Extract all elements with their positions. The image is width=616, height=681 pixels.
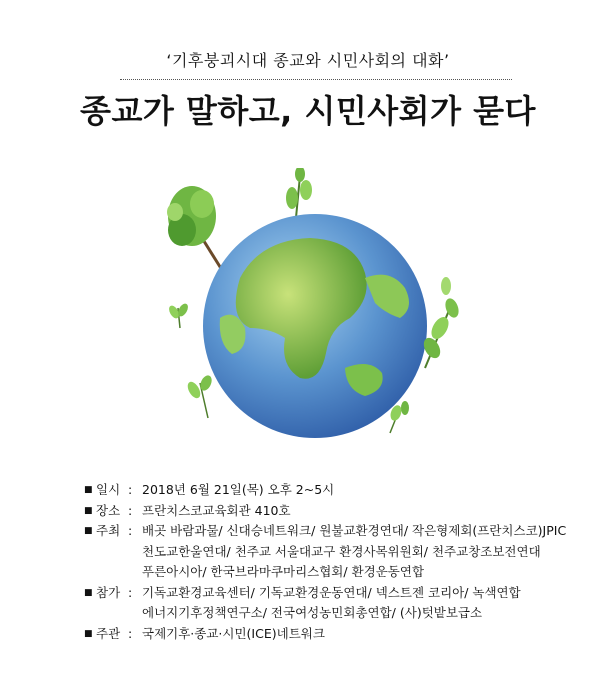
detail-value-line: 에너지기후정책연구소/ 전국여성농민회총연합/ (사)텃밭보급소 xyxy=(142,605,483,620)
detail-value xyxy=(142,480,604,501)
detail-label: 참가 xyxy=(96,584,121,600)
detail-row-date xyxy=(84,480,604,501)
bullet-icon: ■ xyxy=(84,485,93,495)
detail-separator: : xyxy=(128,625,133,641)
detail-separator: : xyxy=(128,482,133,497)
detail-value-line: 2018년 6월 21일(목) 오후 2~5시 xyxy=(142,482,335,497)
detail-row-host xyxy=(84,521,604,583)
detail-label: 일시 xyxy=(96,482,121,497)
detail-value-line: 국제기후·종교·시민(ICE)네트워크 xyxy=(142,625,325,641)
bullet-icon: ■ xyxy=(84,526,93,536)
detail-value-line: 배곳 바람과물/ 신대승네트워크/ 원불교환경연대/ 작은형제회(프란치스코)JPIC xyxy=(142,523,567,538)
detail-label: 장소 xyxy=(96,502,121,518)
detail-value xyxy=(142,521,604,583)
detail-label: 주관 xyxy=(96,625,121,641)
poster-subtitle: ‘기후붕괴시대 종교와 시민사회의 대화’ xyxy=(166,51,450,70)
detail-row-participants xyxy=(84,583,604,624)
earth-illustration xyxy=(150,168,480,458)
detail-separator: : xyxy=(128,502,133,518)
leaf-icon xyxy=(185,374,214,418)
detail-row-organizer xyxy=(84,624,604,645)
detail-value-line: 프란치스코교육회관 410호 xyxy=(142,502,291,518)
detail-label: 주최 xyxy=(96,523,121,538)
detail-value-line: 천도교한울연대/ 천주교 서울대교구 환경사목위원회/ 천주교창조보전연대 xyxy=(142,543,541,559)
detail-separator: : xyxy=(128,584,133,600)
poster-title: 종교가 말하고, 시민사회가 묻다 xyxy=(80,92,536,130)
leaf-icon xyxy=(167,302,190,328)
bullet-icon: ■ xyxy=(84,587,93,598)
detail-value-line: 푸른아시아/ 한국브라마쿠마리스협회/ 환경운동연합 xyxy=(142,564,425,579)
detail-value-line: 기독교환경교육센터/ 기독교환경운동연대/ 넥스트젠 코리아/ 녹색연합 xyxy=(142,584,521,600)
detail-value xyxy=(142,583,604,624)
detail-value xyxy=(142,501,604,522)
dotted-divider xyxy=(120,79,512,80)
bullet-icon: ■ xyxy=(84,505,93,516)
detail-separator: : xyxy=(128,523,133,538)
detail-row-place xyxy=(84,501,604,522)
detail-value xyxy=(142,624,604,645)
bullet-icon: ■ xyxy=(84,628,93,639)
event-details xyxy=(84,480,604,644)
